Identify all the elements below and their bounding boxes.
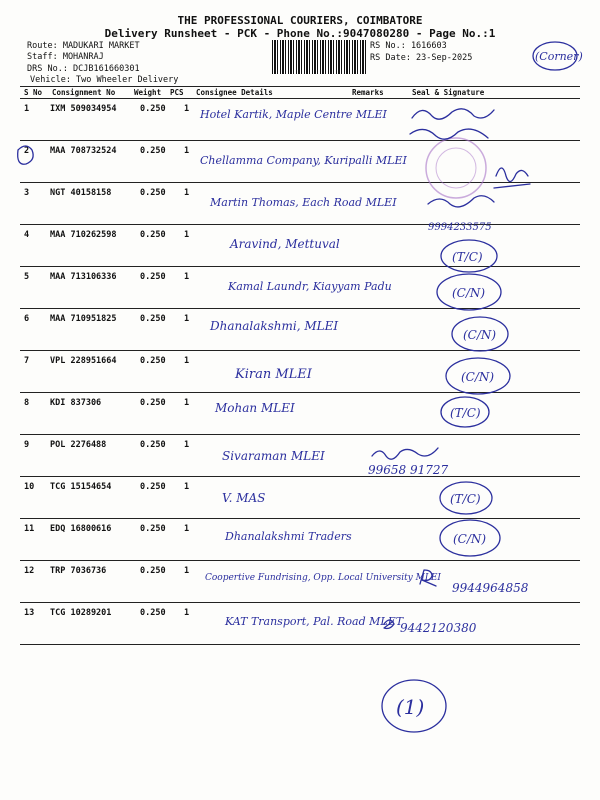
footer-mark: (1) [396, 695, 425, 719]
consignee-9: Sivaraman MLEI [222, 449, 325, 463]
row-sno: 3 [24, 188, 30, 198]
barcode [272, 40, 366, 74]
consignee-12: Coopertive Fundrising, Opp. Local University MLEI [205, 573, 441, 583]
row-pcs: 1 [184, 314, 190, 324]
row-sno: 10 [24, 482, 35, 492]
staff-label: Staff: MOHANRAJ [27, 52, 104, 62]
row-sno: 2 [24, 146, 30, 156]
signature-4: (T/C) [452, 250, 483, 264]
row-sno: 7 [24, 356, 30, 366]
header-rule-top [20, 86, 580, 87]
row-consignment: TCG 15154654 [50, 482, 112, 492]
row-divider [20, 266, 580, 267]
sig-circle-6 [452, 317, 508, 351]
row-weight: 0.250 [140, 188, 166, 198]
signature-12 [420, 570, 436, 586]
row-weight: 0.250 [140, 440, 166, 450]
consignee-3: Martin Thomas, Each Road MLEI [210, 196, 397, 209]
route-label: Route: MADUKARI MARKET [27, 41, 140, 51]
row-weight: 0.250 [140, 272, 166, 282]
rs-date: RS Date: 23-Sep-2025 [370, 53, 473, 63]
row-pcs: 1 [184, 272, 190, 282]
consignee-5: Kamal Laundr, Kiayyam Padu [228, 280, 392, 293]
row-consignment: NGT 40158158 [50, 188, 112, 198]
row-weight: 0.250 [140, 398, 166, 408]
sig-circle-7 [446, 358, 510, 394]
col-pcs: PCS [170, 88, 184, 97]
row-sno: 5 [24, 272, 30, 282]
row-pcs: 1 [184, 356, 190, 366]
row-consignment: MAA 710262598 [50, 230, 117, 240]
row-weight: 0.250 [140, 230, 166, 240]
consignee-8: Mohan MLEI [215, 401, 295, 415]
signature-5: (C/N) [452, 286, 486, 300]
row-pcs: 1 [184, 146, 190, 156]
row-consignment: IXM 509034954 [50, 104, 117, 114]
signature-3 [428, 196, 494, 207]
row-divider [20, 518, 580, 519]
row-pcs: 1 [184, 104, 190, 114]
row-weight: 0.250 [140, 146, 166, 156]
row-pcs: 1 [184, 608, 190, 618]
col-consignee: Consignee Details [196, 88, 273, 97]
row-sno: 12 [24, 566, 35, 576]
sig-circle-4 [441, 240, 497, 272]
signature-11: (C/N) [453, 532, 487, 546]
row-weight: 0.250 [140, 566, 166, 576]
row-consignment: TRP 7036736 [50, 566, 107, 576]
signature-7: (C/N) [461, 370, 495, 384]
row-pcs: 1 [184, 398, 190, 408]
rs-number: RS No.: 1616603 [370, 41, 447, 51]
vehicle-label: Vehicle: Two Wheeler Delivery [30, 75, 179, 85]
signature-6: (C/N) [463, 328, 497, 342]
row-pcs: 1 [184, 440, 190, 450]
row-consignment: TCG 10289201 [50, 608, 112, 618]
row-weight: 0.250 [140, 482, 166, 492]
col-signature: Seal & Signature [412, 88, 485, 97]
seal-stamp [426, 138, 486, 198]
row-weight: 0.250 [140, 524, 166, 534]
row-weight: 0.250 [140, 356, 166, 366]
row-weight: 0.250 [140, 608, 166, 618]
col-sno: S No [24, 88, 43, 97]
row-divider [20, 644, 580, 645]
row-divider [20, 560, 580, 561]
row-divider [20, 140, 580, 141]
col-consignment: Consignment No [52, 88, 116, 97]
row-divider [20, 434, 580, 435]
sig-circle-8 [441, 397, 489, 427]
row-pcs: 1 [184, 230, 190, 240]
sig-circle-11 [440, 520, 500, 556]
row-sno: 4 [24, 230, 30, 240]
header-rule-bottom [20, 98, 580, 99]
consignee-4: Aravind, Mettuval [230, 237, 340, 251]
row-divider [20, 224, 580, 225]
row-divider [20, 182, 580, 183]
signature-8: (T/C) [450, 406, 481, 420]
row-consignment: VPL 228951664 [50, 356, 117, 366]
row-sno: 6 [24, 314, 30, 324]
signature-9 [372, 448, 438, 459]
consignee-11: Dhanalakshmi Traders [225, 530, 352, 543]
row-pcs: 1 [184, 188, 190, 198]
corner-mark: (Corner) [535, 50, 583, 63]
consignee-10: V. MAS [222, 491, 266, 505]
row-pcs: 1 [184, 566, 190, 576]
sig-circle-5 [437, 274, 501, 310]
row-consignment: KDI 837306 [50, 398, 102, 408]
row-divider [20, 308, 580, 309]
row-sno: 11 [24, 524, 35, 534]
row-sno: 1 [24, 104, 30, 114]
row-divider [20, 350, 580, 351]
row-sno: 9 [24, 440, 30, 450]
phone-row13: 9442120380 [400, 621, 477, 635]
sig-circle-10 [440, 482, 492, 514]
signature-2 [494, 168, 530, 188]
row-divider [20, 392, 580, 393]
drs-label: DRS No.: DCJB161660301 [27, 64, 140, 74]
consignee-13: KAT Transport, Pal. Road MLET [225, 615, 404, 628]
row-divider [20, 602, 580, 603]
row-weight: 0.250 [140, 104, 166, 114]
row-pcs: 1 [184, 524, 190, 534]
signature-13 [384, 620, 394, 629]
row-consignment: MAA 708732524 [50, 146, 117, 156]
row-consignment: MAA 713106336 [50, 272, 117, 282]
row-sno: 8 [24, 398, 30, 408]
phone-row3: 9994233575 [428, 222, 492, 233]
row-consignment: EDQ 16800616 [50, 524, 112, 534]
row-consignment: MAA 710951825 [50, 314, 117, 324]
signature-10: (T/C) [450, 492, 481, 506]
consignee-2: Chellamma Company, Kuripalli MLEI [200, 154, 407, 167]
runsheet-subtitle: Delivery Runsheet - PCK - Phone No.:9047080280 - Page No.:1 [104, 27, 496, 40]
footer-circle [382, 680, 446, 732]
row-sno: 13 [24, 608, 35, 618]
consignee-1: Hotel Kartik, Maple Centre MLEI [200, 108, 387, 121]
col-remarks: Remarks [352, 88, 384, 97]
consignee-7: Kiran MLEI [235, 367, 312, 382]
phone-row12: 9944964858 [452, 581, 529, 595]
row-weight: 0.250 [140, 314, 166, 324]
row-consignment: POL 2276488 [50, 440, 107, 450]
consignee-6: Dhanalakshmi, MLEI [210, 319, 339, 333]
row-divider [20, 476, 580, 477]
signature-1 [410, 109, 494, 139]
company-title: THE PROFESSIONAL COURIERS, COIMBATORE [177, 14, 423, 27]
phone-row9: 99658 91727 [368, 463, 449, 477]
corner-circle [533, 42, 577, 70]
row-pcs: 1 [184, 482, 190, 492]
col-weight: Weight [134, 88, 162, 97]
